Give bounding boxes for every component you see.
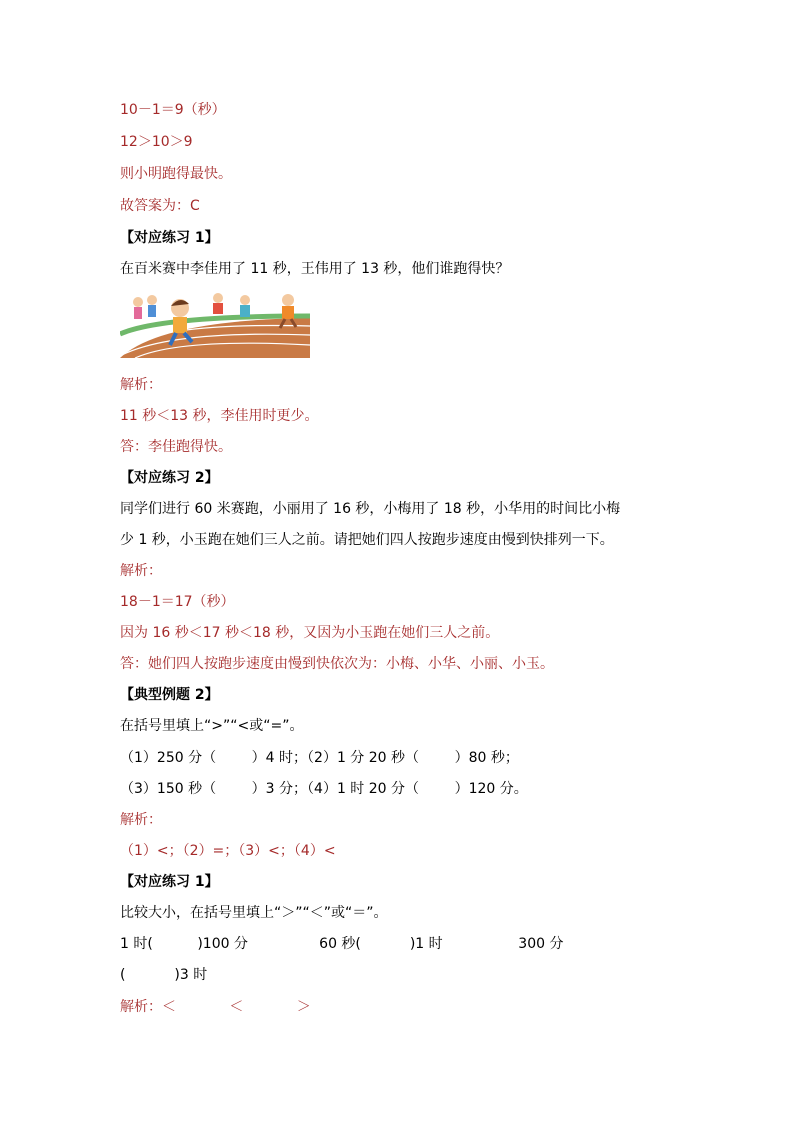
question-text: 少 1 秒，小玉跑在她们三人之前。请把她们四人按跑步速度由慢到快排列一下。 — [120, 532, 614, 548]
question-text: 在括号里填上“>”“<或“=”。 — [120, 718, 304, 734]
text-line: 11 秒＜13 秒，李佳用时更少。 — [120, 408, 319, 424]
analysis-label: 解析： — [120, 812, 162, 828]
question-text: 比较大小，在括号里填上“＞”“＜”或“＝”。 — [120, 905, 388, 921]
analysis-label: 解析： — [120, 377, 162, 393]
analysis-label: 解析： — [120, 563, 162, 579]
text-line: 故答案为：C — [120, 198, 200, 214]
question-text: ( )3 时 — [120, 967, 208, 983]
text-line: 则小明跑得最快。 — [120, 166, 232, 182]
section-heading: 【对应练习 1】 — [120, 230, 219, 246]
section-heading: 【对应练习 2】 — [120, 470, 219, 486]
question-text: （3）150 秒（ ）3 分；（4）1 时 20 分（ ）120 分。 — [120, 781, 528, 797]
answer-line: 答：她们四人按跑步速度由慢到快依次为：小梅、小华、小丽、小玉。 — [120, 656, 554, 672]
question-text: （1）250 分（ ）4 时；（2）1 分 20 秒（ ）80 秒； — [120, 750, 519, 766]
text-line: 因为 16 秒＜17 秒＜18 秒，又因为小玉跑在她们三人之前。 — [120, 625, 500, 641]
answer-line: （1）<；（2）=；（3）<；（4）< — [120, 843, 336, 859]
section-heading: 【典型例题 2】 — [120, 687, 219, 703]
question-text: 1 时( )100 分 60 秒( )1 时 300 分 — [120, 936, 564, 952]
section-heading: 【对应练习 1】 — [120, 874, 219, 890]
question-text: 在百米赛中李佳用了 11 秒，王伟用了 13 秒，他们谁跑得快？ — [120, 261, 510, 277]
text-line: 10－1＝9（秒） — [120, 102, 226, 118]
text-line: 18－1＝17（秒） — [120, 594, 235, 610]
race-illustration — [120, 290, 310, 358]
answer-line: 答：李佳跑得快。 — [120, 439, 232, 455]
answer-line: 解析：＜ ＜ ＞ — [120, 999, 311, 1015]
text-line: 12＞10＞9 — [120, 134, 193, 150]
question-text: 同学们进行 60 米赛跑，小丽用了 16 秒，小梅用了 18 秒，小华用的时间比小梅 — [120, 501, 621, 517]
